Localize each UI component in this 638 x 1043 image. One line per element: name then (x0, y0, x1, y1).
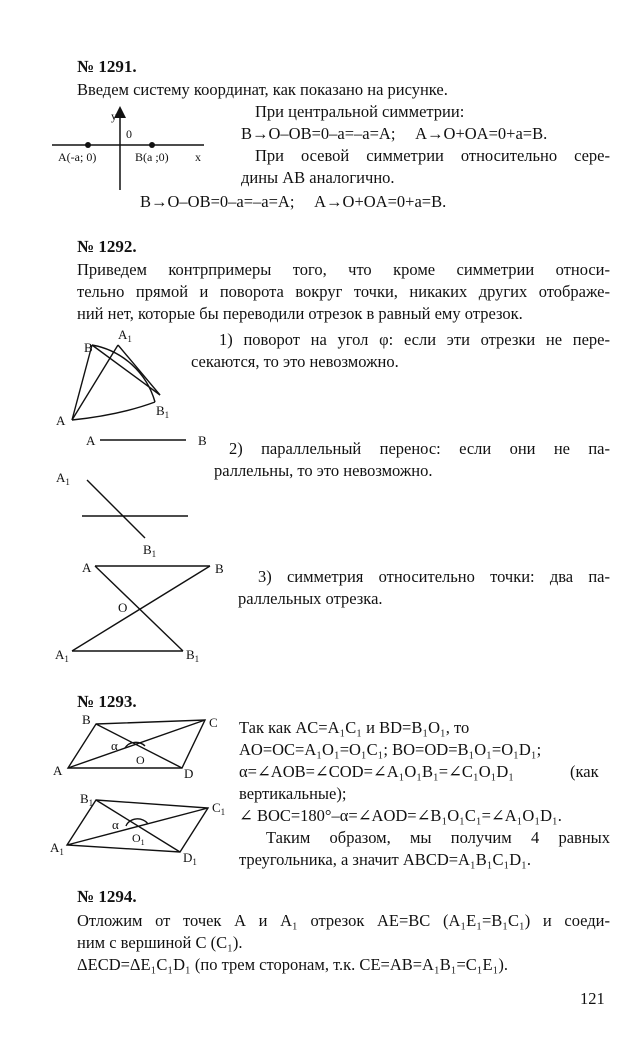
problem-1292-title: № 1292. (77, 237, 137, 256)
svg-text:B1: $B_1$ (143, 542, 157, 559)
problem-1293-line-6: Таким образом, мы получим 4 равных (266, 828, 610, 847)
problem-1292-case-1a: 1) поворот на угол φ: если эти отрезки не пере- (219, 330, 610, 349)
problem-1293-line-4: вертикальные); (239, 784, 347, 803)
problem-1291-title: № 1291. (77, 57, 137, 76)
fig-1292-1-a: A (56, 413, 66, 428)
problem-1291-axial-a: При осевой симметрии относительно сере- (255, 146, 610, 165)
fig-1291-label-b: B(a ;0) (135, 150, 169, 164)
problem-1292-para-2: тельно прямой и поворота вокруг точки, никаких других отображе- (77, 282, 610, 301)
problem-1292-case-2a: 2) параллельный перенос: если они не па- (229, 439, 610, 458)
fig-1292-3-b: B (215, 561, 224, 576)
fig-1293-1-a: A (53, 763, 63, 778)
problem-1291-central-head: При центральной симметрии: (255, 102, 465, 121)
problem-1292-case-3a: 3) симметрия относительно точки: два па- (258, 567, 610, 586)
fig-1292-1-a1: A (118, 327, 128, 342)
problem-1291-intro: Введем систему координат, как показано на рисунке. (77, 80, 448, 99)
fig-1292-2-b: B (198, 433, 207, 448)
fig-1293-2-d1: D (183, 850, 193, 865)
svg-text:A1: $A_1$ (55, 647, 69, 664)
fig-1293-2-a1: A (50, 840, 60, 855)
problem-1292-case-2b: раллельны, то это невозможно. (214, 461, 433, 480)
svg-text:A1: $A_1$ (56, 470, 70, 487)
fig-1291-label-a: A(-a; 0) (58, 150, 97, 164)
point-b (149, 142, 155, 148)
problem-1293-line-3a: α=∠AOB=∠COD=∠A₁O₁B₁=∠C₁O₁D₁ (239, 762, 515, 781)
fig-1292-2-a1: A (56, 470, 66, 485)
fig-1292-2-a: A (86, 433, 96, 448)
fig-1293-1-b: B (82, 712, 91, 727)
svg-text:C1: $C_1$ (212, 800, 226, 817)
svg-text:A1: $A_1$ (50, 840, 64, 857)
svg-text:A1: $A_1$ (118, 327, 132, 344)
fig-1293-2-b1: B (80, 791, 89, 806)
fig-1291-zero: 0 (126, 127, 132, 141)
fig-1292-2-b1: B (143, 542, 152, 557)
fig-1293-2-o1: O (132, 831, 141, 845)
fig-1293-2-alpha: α (112, 817, 119, 832)
problem-1292-case-3b: раллельных отрезка. (238, 589, 383, 608)
problem-1293-line-7: треугольника, а значит ABCD=A₁B₁C₁D₁. (239, 850, 532, 869)
fig-1293-1-d: D (184, 766, 194, 781)
fig-1291-x-label: x (195, 150, 201, 164)
fig-1292-3-a: A (82, 560, 92, 575)
fig-1292-3-b1: B (186, 647, 195, 662)
problem-1293-title: № 1293. (77, 692, 137, 711)
problem-1293-line-1: Так как AC=A₁C₁ и BD=B₁O₁, то (239, 718, 470, 737)
svg-text:B1: $B_1$ (186, 647, 200, 664)
fig-1292-rotation (72, 345, 160, 420)
problem-1292-para-1: Приведем контрпримеры того, что кроме симметрии относи- (77, 260, 610, 279)
svg-text:B1: $B_1$ (156, 403, 170, 420)
fig-1293-1-alpha: α (111, 738, 118, 753)
fig-1292-1-b: B (84, 340, 93, 355)
fig-1293-1-c: C (209, 715, 218, 730)
problem-1291-central-line: B→O–OB=0–a=–a=A; A→O+OA=0+a=B. (241, 124, 548, 143)
fig-1292-1-b1: B (156, 403, 165, 418)
fig-1292-3-o: O (118, 600, 128, 615)
fig-1291-y-label: y (111, 109, 117, 123)
problem-1293-line-5: ∠ BOC=180°–α=∠AOD=∠B₁O₁C₁=∠A₁O₁D₁. (239, 806, 562, 825)
problem-1293-line-3b: (как (570, 762, 599, 781)
problem-1292-case-1b: секаются, то это невозможно. (191, 352, 399, 371)
fig-1293-2-c1: C (212, 800, 221, 815)
problem-1294-title: № 1294. (77, 887, 137, 906)
fig-1292-translation (82, 440, 188, 538)
page-number: 121 (580, 989, 605, 1008)
problem-1291-formula: B→O–OB=0–a=–a=A; A→O+OA=0+a=B. (140, 192, 447, 211)
svg-text:D1: $D_1$ (183, 850, 197, 867)
problem-1293-line-2: AO=OC=A₁O₁=O₁C₁; BO=OD=B₁O₁=O₁D₁; (239, 740, 542, 759)
problem-1294-line-3: ΔECD=ΔE₁C₁D₁ (по трем сторонам, т.к. CE=AB=A₁B₁=C₁E₁). (77, 955, 508, 974)
fig-1292-3-a1: A (55, 647, 65, 662)
problem-1292-para-3: ний нет, которые бы переводили отрезок в равный ему отрезок. (77, 304, 523, 323)
fig-1293-1-o: O (136, 753, 145, 767)
point-a (85, 142, 91, 148)
problem-1294-line-1: Отложим от точек А и А₁ отрезок AE=BC (A₁E₁=B₁C₁) и соеди- (77, 911, 610, 930)
problem-1291-axial-b: дины АВ аналогично. (241, 168, 395, 187)
svg-text:B1: $B_1$ (80, 791, 94, 808)
problem-1294-line-2: ним с вершиной С (С₁). (77, 933, 243, 952)
svg-text:O1: $O_1$ (132, 831, 145, 847)
fig-1292-point-symmetry (72, 566, 210, 651)
